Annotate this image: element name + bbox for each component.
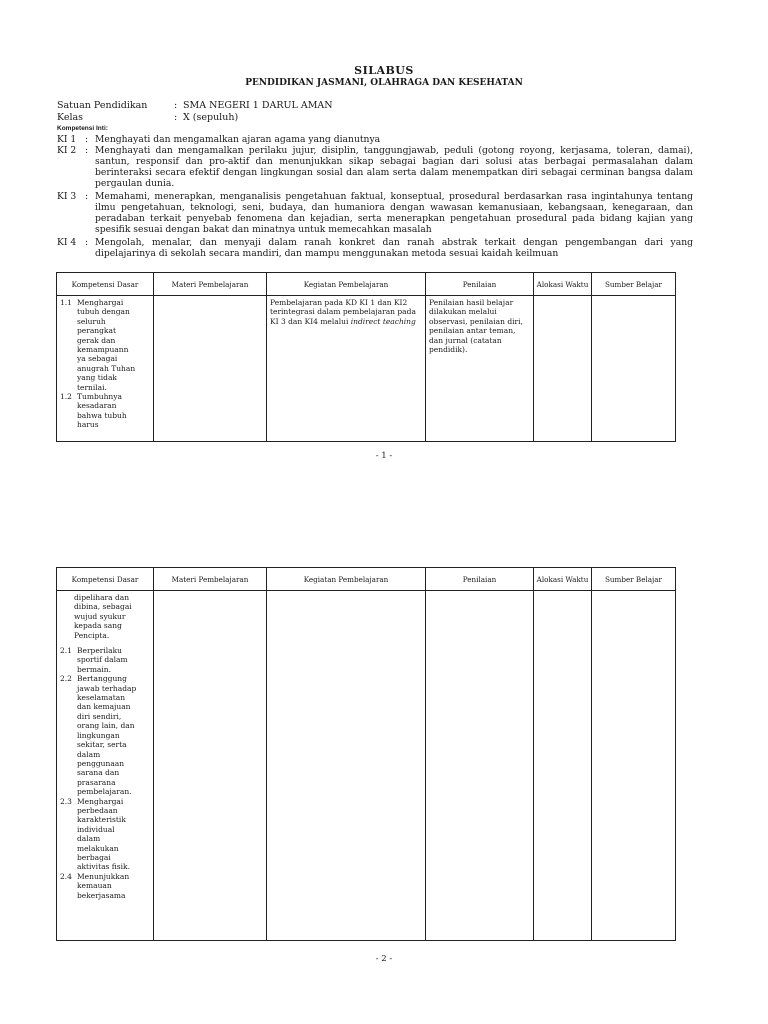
- kd-text: Tumbuhnya kesadaran bahwa tubuh harus: [77, 392, 127, 430]
- kegiatan-italic: indirect teaching: [350, 316, 416, 326]
- colon: :: [85, 237, 89, 248]
- header-alokasi-waktu: Alokasi Waktu: [534, 568, 592, 591]
- document-subtitle: PENDIDIKAN JASMANI, OLAHRAGA DAN KESEHATAN: [245, 78, 523, 88]
- kd-item: [60, 646, 150, 674]
- header-kompetensi-dasar: Kompetensi Dasar: [57, 273, 154, 296]
- colon: :: [174, 112, 178, 123]
- kd-text: Menghargai perbedaan karakteristik individual dalam melakukan berbagai aktivitas fisik.: [77, 796, 130, 872]
- kd-item: [60, 392, 150, 430]
- kd-text: Menunjukkan kemauan bekerjasama: [77, 871, 130, 900]
- school-label: Satuan Pendidikan: [57, 100, 148, 111]
- header-alokasi-waktu: Alokasi Waktu: [534, 273, 592, 296]
- header-sumber-belajar: Sumber Belajar: [592, 273, 676, 296]
- header-penilaian: Penilaian: [426, 273, 534, 296]
- table-header-row: [57, 273, 676, 296]
- kd-number: 2.4: [60, 871, 72, 881]
- ki-text: Mengolah, menalar, dan menyaji dalam ranah konkret dan ranah abstrak terkait dengan pengembangan dari yang dipelajarinya di sekolah secara mandiri, dan mampu menggunakan metoda sesuai kaidah keilmuan: [95, 237, 693, 259]
- penilaian-cell: [426, 296, 534, 442]
- kd-text: Berperilaku sportif dalam bermain.: [77, 646, 128, 674]
- kd-number: 2.1: [60, 646, 72, 656]
- colon: :: [85, 145, 89, 156]
- kd-cell: [57, 591, 154, 941]
- kd-item: [60, 298, 150, 392]
- page-number: - 2 -: [375, 954, 393, 964]
- kegiatan-text: Pembelajaran pada KD KI 1 dan KI2 terintegrasi dalam pembelajaran pada KI 3 dan KI4 melalui: [270, 298, 416, 326]
- kd-continued-text: dipelihara dan dibina, sebagai wujud syukur kepada sang Pencipta.: [74, 593, 132, 640]
- syllabus-table-continued: [56, 567, 676, 941]
- header-kompetensi-dasar: Kompetensi Dasar: [57, 568, 154, 591]
- ki-code: KI 1: [57, 134, 77, 145]
- ki-text: Menghayati dan mengamalkan ajaran agama yang dianutnya: [95, 134, 381, 145]
- kd-item: [60, 797, 150, 872]
- page-2: [0, 512, 768, 1024]
- colon: :: [85, 191, 89, 202]
- kd-item: [60, 674, 150, 796]
- colon: :: [85, 134, 89, 145]
- ki-text: Memahami, menerapkan, menganalisis pengetahuan faktual, konseptual, prosedural berdasarkan rasa ingintahunya tentang ilmu pengetahuan, teknologi, seni, budaya, dan humaniora dengan wawasan kemanusiaan, kebangsaan, kenegaraan, dan peradaban terkait penyebab fenomena dan kejadian, serta menerapkan pengetahuan prosedural pada bidang kajian yang spesifik sesuai dengan bakat dan minatnya untuk memecahkan masalah: [95, 191, 693, 235]
- ki-code: KI 3: [57, 191, 77, 202]
- sumber-cell: [592, 591, 676, 941]
- header-kegiatan: Kegiatan Pembelajaran: [267, 273, 426, 296]
- penilaian-cell: [426, 591, 534, 941]
- header-penilaian: Penilaian: [426, 568, 534, 591]
- ki-heading: Kompetensi Inti:: [57, 125, 108, 132]
- header-materi: Materi Pembelajaran: [154, 568, 267, 591]
- table-row: [57, 591, 676, 941]
- kd-number: 2.2: [60, 674, 72, 684]
- kd-cell: [57, 296, 154, 442]
- class-label: Kelas: [57, 112, 84, 123]
- syllabus-table: [56, 272, 676, 442]
- colon: :: [174, 100, 178, 111]
- kegiatan-cell: [267, 591, 426, 941]
- ki-code: KI 2: [57, 145, 77, 156]
- alokasi-cell: [534, 296, 592, 442]
- kd-text: Menghargai tubuh dengan seluruh perangkat gerak dan kemampuann ya sebagai anugrah Tuhan yang tidak ternilai.: [77, 298, 136, 392]
- kd-number: 1.1: [60, 298, 72, 307]
- document-title: SILABUS: [354, 64, 414, 77]
- ki-text: Menghayati dan mengamalkan perilaku jujur, disiplin, tanggungjawab, peduli (gotong royong, kerjasama, toleran, damai), santun, responsif dan pro-aktif dan menunjukkan sikap sebagai bagian dari solusi atas berbagai permasalahan dalam berinteraksi secara efektif dengan lingkungan sosial dan alam serta dalam menempatkan diri sebagai cerminan bangsa dalam pergaulan dunia.: [95, 145, 693, 189]
- penilaian-text: Penilaian hasil belajar dilakukan melalui observasi, penilaian diri, penilaian antar teman, dan jurnal (catatan pendidik).: [429, 298, 523, 355]
- sumber-cell: [592, 296, 676, 442]
- header-materi: Materi Pembelajaran: [154, 273, 267, 296]
- table-header-row: [57, 568, 676, 591]
- kd-text: Bertanggung jawab terhadap keselamatan dan kemajuan diri sendiri, orang lain, dan lingkungan sekitar, serta dalam penggunaan sarana dan prasarana pembelajaran.: [77, 674, 137, 797]
- alokasi-cell: [534, 591, 592, 941]
- header-kegiatan: Kegiatan Pembelajaran: [267, 568, 426, 591]
- kd-number: 2.3: [60, 796, 72, 806]
- materi-cell: [154, 591, 267, 941]
- class-value: X (sepuluh): [183, 112, 239, 123]
- kegiatan-cell: [267, 296, 426, 442]
- page-number: - 1 -: [375, 451, 393, 461]
- header-sumber-belajar: Sumber Belajar: [592, 568, 676, 591]
- kd-number: 1.2: [60, 392, 72, 402]
- materi-cell: [154, 296, 267, 442]
- kd-item: [60, 872, 150, 900]
- school-value: SMA NEGERI 1 DARUL AMAN: [183, 100, 333, 111]
- ki-code: KI 4: [57, 237, 77, 248]
- table-row: [57, 296, 676, 442]
